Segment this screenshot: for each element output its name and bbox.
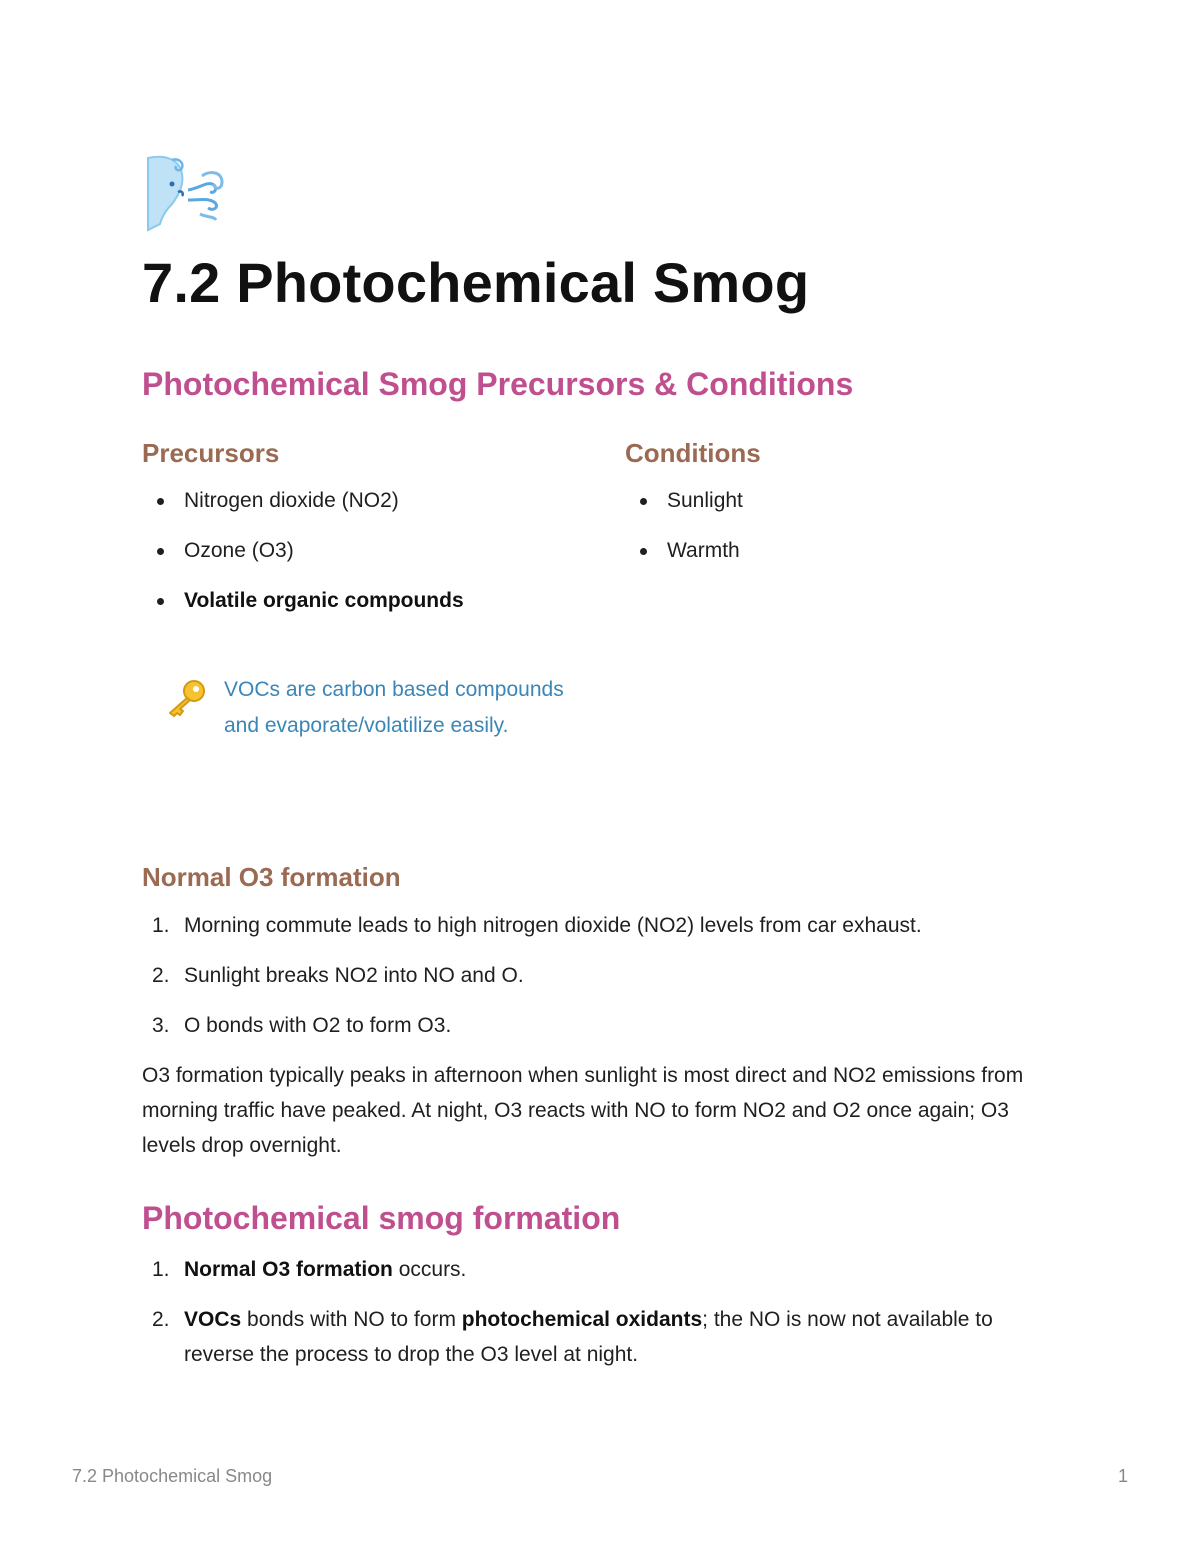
list-item-text: Sunlight breaks NO2 into NO and O. [184,964,524,987]
smog-formation-steps [142,1252,1022,1387]
bold-text: photochemical oxidants [461,1308,703,1331]
key-icon [164,678,208,718]
list-number: 1. [152,914,170,937]
list-item [142,587,602,637]
bullet-icon [640,548,647,555]
footer-title: 7.2 Photochemical Smog [72,1466,273,1486]
list-number: 3. [152,1014,170,1037]
list-item [625,537,1045,587]
o3-explanation-paragraph: O3 formation typically peaks in afternoon when sunlight is most direct and NO2 emissions from morning traffic have peaked. At night, O3 reacts with NO to form NO2 and O2 once again; O3 levels drop overnight. [142,1064,1024,1157]
list-item-text: Volatile organic compounds [184,589,464,612]
list-item [142,1252,1022,1287]
normal-o3-heading: Normal O3 formation [142,862,401,892]
precursors-heading: Precursors [142,438,280,468]
list-number: 2. [152,964,170,987]
wind-face-icon [142,154,228,232]
list-item-text: Morning commute leads to high nitrogen dioxide (NO2) levels from car exhaust. [184,914,922,937]
bullet-icon [640,498,647,505]
list-item-text: Ozone (O3) [184,539,294,562]
list-item [142,537,602,587]
list-item-text: occurs. [392,1258,467,1281]
section-heading-smog-formation: Photochemical smog formation [142,1200,621,1236]
callout-text: VOCs are carbon based compounds and evaporate/volatilize easily. [224,678,564,737]
page-title: 7.2 Photochemical Smog [142,251,810,314]
list-item-text: ; the NO is now not available to reverse the process to drop the O3 level at night. [184,1308,993,1366]
list-item [142,1302,1022,1372]
list-item [142,487,602,537]
list-number: 2. [152,1308,170,1331]
list-item [142,958,1102,993]
bullet-icon [157,598,164,605]
page-number: 1 [1118,1466,1129,1486]
list-item [142,908,1102,943]
normal-o3-steps [142,908,1102,1058]
list-item [625,487,1045,537]
conditions-list [625,487,1045,587]
section-heading-precursors-conditions: Photochemical Smog Precursors & Conditions [142,366,854,402]
list-item [142,1008,1102,1043]
bold-text: VOCs [184,1308,242,1331]
bullet-icon [157,498,164,505]
list-item-text: O bonds with O2 to form O3. [184,1014,452,1037]
list-item-text: bonds with NO to form [241,1308,462,1331]
list-item-text: Warmth [667,539,740,562]
bold-text: Normal O3 formation [184,1258,393,1281]
conditions-heading: Conditions [625,438,761,468]
list-item-text: Sunlight [667,489,743,512]
list-number: 1. [152,1258,170,1281]
list-item-text: Nitrogen dioxide (NO2) [184,489,399,512]
bullet-icon [157,548,164,555]
precursors-list [142,487,602,637]
